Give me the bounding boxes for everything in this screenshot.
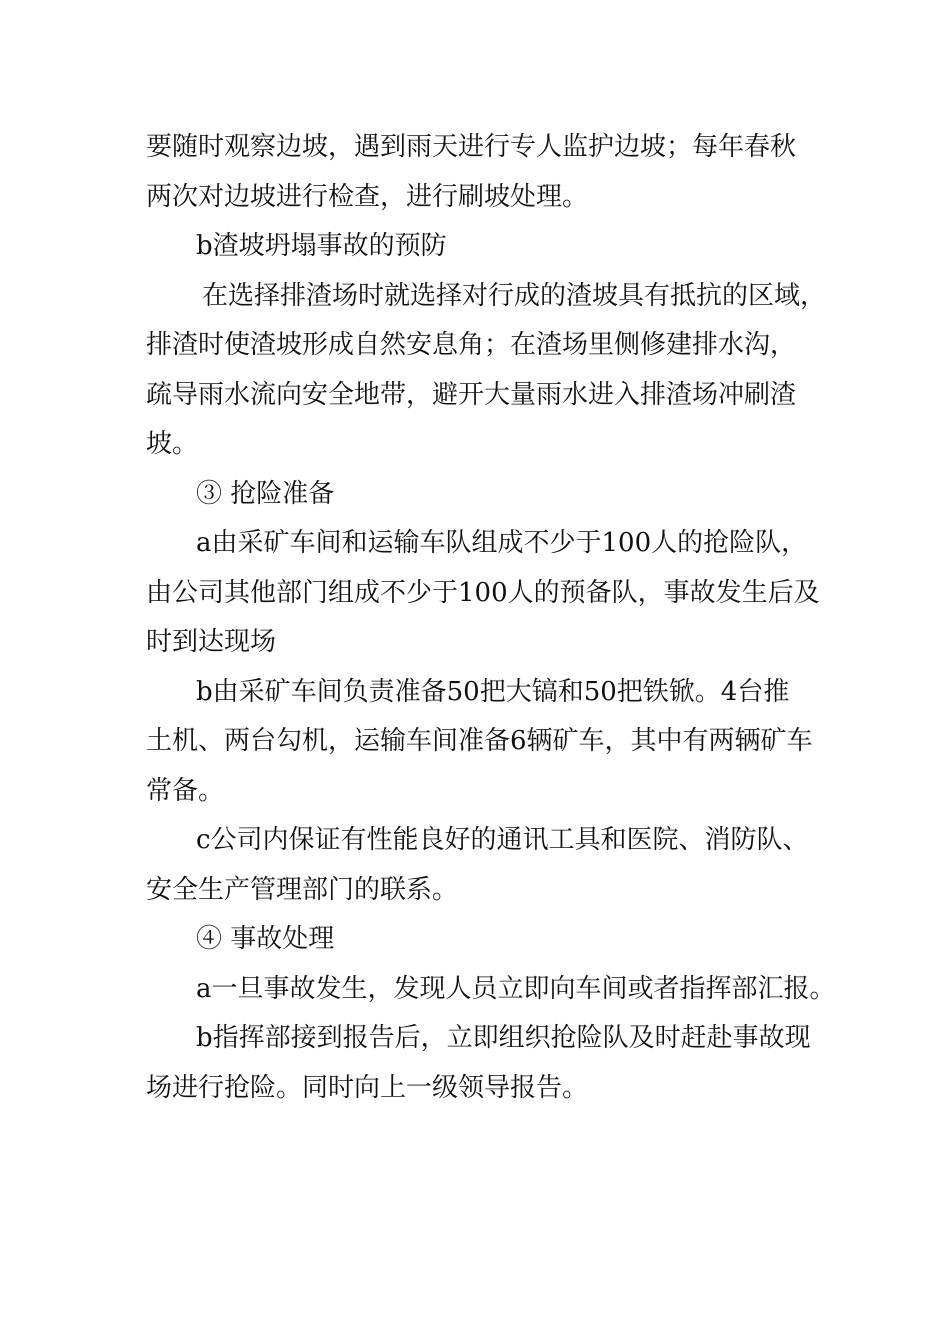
text-line: 由公司其他部门组成不少于100人的预备队，事故发生后及 [146, 577, 820, 608]
text-line: 常备。 [146, 775, 225, 806]
text-line: 土机、两台勾机，运输车间准备6辆矿车，其中有两辆矿车 [146, 726, 813, 756]
text-line: 排渣时使渣坡形成自然安息角；在渣场里侧修建排水沟， [146, 330, 797, 360]
text-line: b由采矿车间负责准备50把大镐和50把铁锨。4台推 [196, 676, 790, 707]
section-heading-accident-handling: ④ 事故处理 [196, 924, 335, 954]
text-line: 坡。 [146, 429, 199, 459]
text-line: 时到达现场 [146, 627, 277, 657]
document-body [146, 123, 836, 1113]
text-line: 在选择排渣场时就选择对行成的渣坡具有抵抗的区域， [202, 280, 827, 311]
text-line: 两次对边坡进行检查，进行刷坡处理。 [146, 181, 589, 212]
text-line: a一旦事故发生，发现人员立即向车间或者指挥部汇报。 [196, 973, 836, 1004]
section-heading-rescue-preparation: ③ 抢险准备 [196, 478, 335, 509]
text-line: a由采矿车间和运输车队组成不少于100人的抢险队， [196, 528, 808, 558]
text-line: 要随时观察边坡，遇到雨天进行专人监护边坡；每年春秋 [146, 132, 797, 162]
text-line: b指挥部接到报告后，立即组织抢险队及时赶赴事故现 [196, 1023, 811, 1053]
text-line: c公司内保证有性能良好的通讯工具和医院、消防队、 [196, 825, 809, 855]
text-line: 场进行抢险。同时向上一级领导报告。 [146, 1072, 589, 1103]
subheading-slope-collapse-prevention: b渣坡坍塌事故的预防 [196, 231, 447, 261]
text-line: 安全生产管理部门的联系。 [146, 874, 459, 905]
text-line: 疏导雨水流向安全地带，避开大量雨水进入排渣场冲刷渣 [146, 379, 797, 410]
